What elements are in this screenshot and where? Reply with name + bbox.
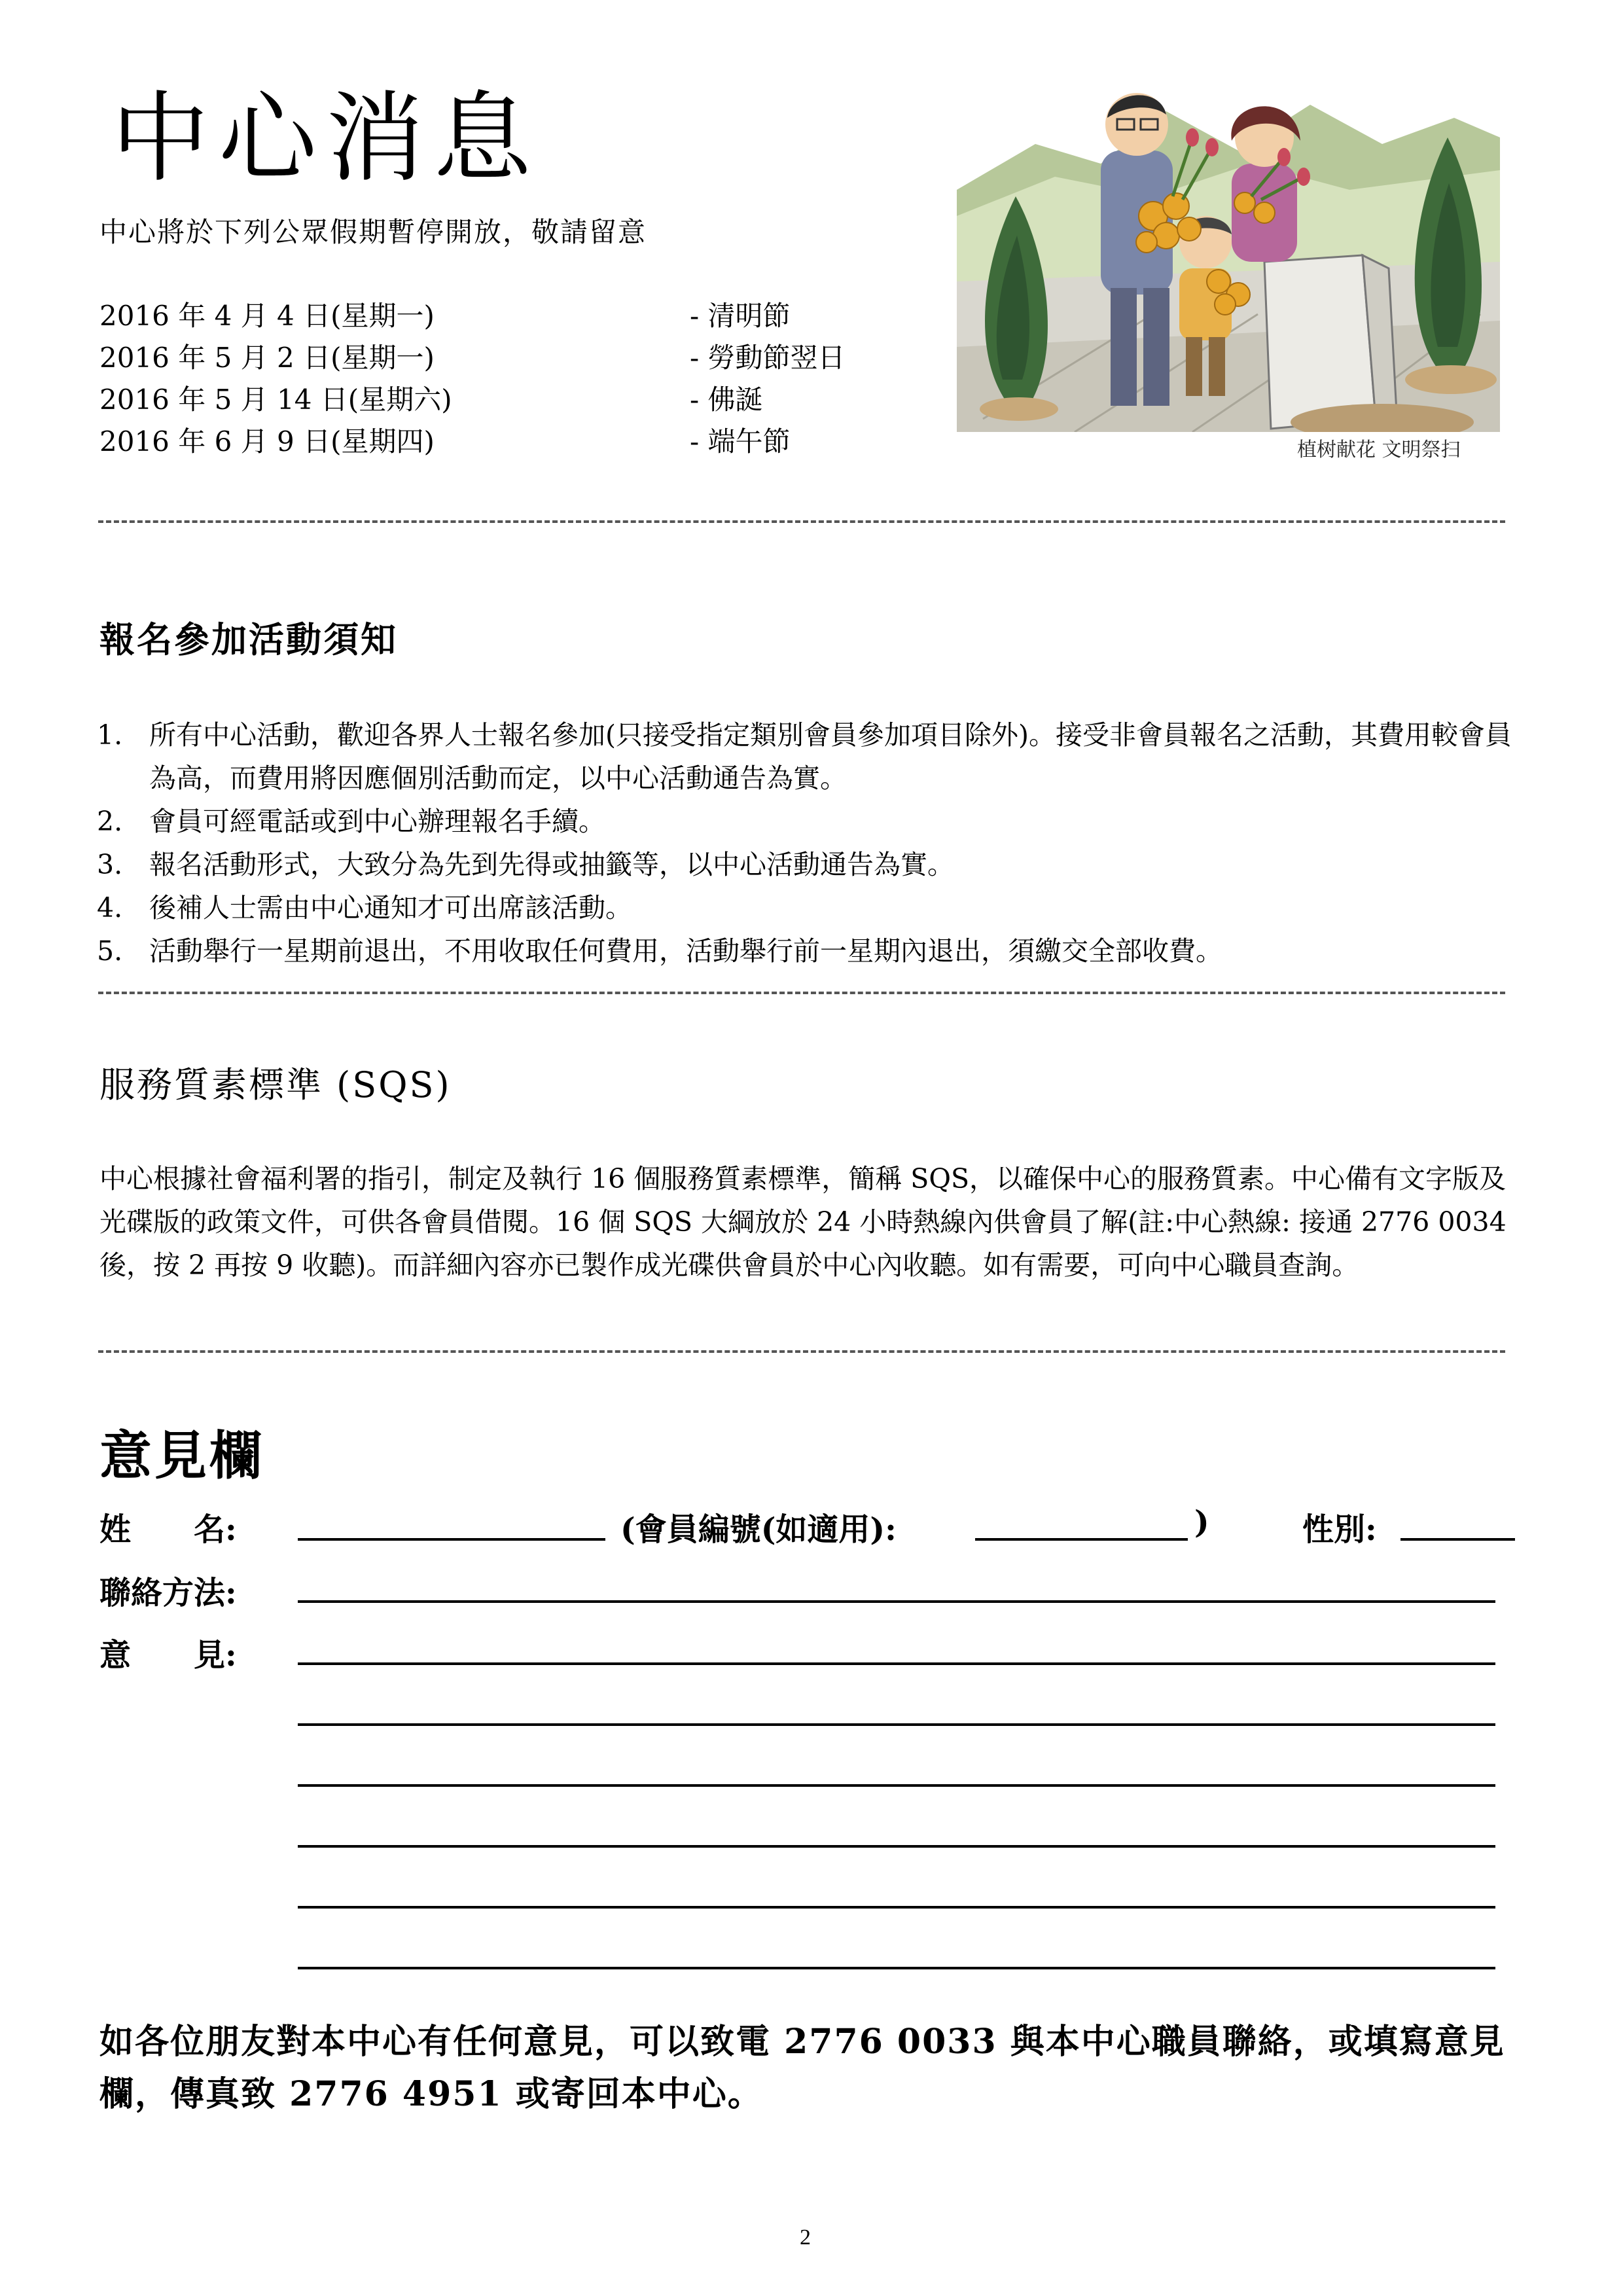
holiday-date: 2016 年 6 月 9 日(星期四) <box>99 425 435 457</box>
list-item <box>97 713 1537 800</box>
list-text: 活動舉行一星期前退出，不用收取任何費用，活動舉行前一星期內退出，須繳交全部收費。 <box>149 935 1222 967</box>
comment-line[interactable] <box>298 1784 1495 1787</box>
list-number: 5. <box>97 935 123 967</box>
contact-note: 如各位朋友對本中心有任何意見，可以致電 2776 0033 與本中心職員聯絡，或填寫意見欄，傳真致 2776 4951 或寄回本中心。 <box>99 2022 1505 2114</box>
list-item <box>97 886 1537 929</box>
member-number-field[interactable] <box>975 1538 1188 1541</box>
list-text: 後補人士需由中心通知才可出席該活動。 <box>149 892 632 924</box>
list-number: 1. <box>97 719 123 751</box>
grave-sweeping-illustration <box>957 65 1500 465</box>
comment-line[interactable] <box>298 1906 1495 1909</box>
list-text: 會員可經電話或到中心辦理報名手續。 <box>149 806 605 837</box>
list-number: 3. <box>97 849 123 880</box>
comment-line[interactable] <box>298 1662 1495 1665</box>
holiday-name: - 佛誕 <box>690 384 763 416</box>
holiday-row <box>99 335 950 377</box>
sqs-paragraph: 中心根據社會福利署的指引，制定及執行 16 個服務質素標準，簡稱 SQS，以確保中心的服務質素。中心備有文字版及光碟版的政策文件，可供各會員借閱。16 個 SQS 大綱放於 24 小時熱線內供會員了解(註:中心熱線: 接通 2776 0034 後，按 2 再按 9 收聽)。而詳細內容亦已製作成光碟供會員於中心內收聽。如有需要，可向中心職員查詢。 <box>99 1163 1507 1281</box>
registration-rules-list <box>97 713 1537 973</box>
list-text: 所有中心活動，歡迎各界人士報名參加(只接受指定類別會員參加項目除外)。接受非會員報名之活動，其費用較會員為高，而費用將因應個別活動而定，以中心活動通告為實。 <box>149 719 1512 794</box>
holiday-name: - 清明節 <box>690 300 791 332</box>
list-number: 2. <box>97 806 123 837</box>
holiday-row <box>99 377 950 419</box>
comment-line[interactable] <box>298 1845 1495 1848</box>
comment-label: 意 見: <box>99 1637 237 1674</box>
list-item <box>97 929 1537 973</box>
list-text: 報名活動形式，大致分為先到先得或抽籤等，以中心活動通告為實。 <box>149 849 954 880</box>
list-number: 4. <box>97 892 123 924</box>
contact-label: 聯絡方法: <box>99 1575 237 1611</box>
holiday-row <box>99 293 950 335</box>
holiday-name: - 端午節 <box>690 425 791 457</box>
section-divider <box>98 992 1505 994</box>
closure-notice: 中心將於下列公眾假期暫停開放，敬請留意 <box>99 216 647 248</box>
comment-line[interactable] <box>298 1723 1495 1726</box>
gender-label: 性別: <box>1302 1511 1377 1548</box>
illustration-graphic <box>957 65 1500 465</box>
comment-line[interactable] <box>298 1967 1495 1969</box>
contact-field[interactable] <box>298 1600 1495 1603</box>
page-number: 2 <box>800 2225 811 2250</box>
holiday-date: 2016 年 4 月 4 日(星期一) <box>99 300 435 332</box>
holiday-date: 2016 年 5 月 2 日(星期一) <box>99 342 435 374</box>
list-item <box>97 800 1537 843</box>
member-number-close: ) <box>1194 1504 1209 1541</box>
member-number-label: (會員編號(如適用): <box>620 1511 897 1548</box>
holiday-date: 2016 年 5 月 14 日(星期六) <box>99 384 452 416</box>
section-heading-registration: 報名參加活動須知 <box>99 619 398 660</box>
list-item <box>97 843 1537 886</box>
name-field[interactable] <box>298 1538 605 1541</box>
section-divider <box>98 520 1505 523</box>
illustration-caption: 植树献花 文明祭扫 <box>1297 439 1461 461</box>
name-label: 姓 名: <box>99 1511 237 1548</box>
section-heading-opinion: 意見欄 <box>99 1425 264 1486</box>
page-title: 中心消息 <box>111 82 541 196</box>
gender-field[interactable] <box>1400 1538 1515 1541</box>
section-divider <box>98 1350 1505 1353</box>
holiday-list <box>99 293 950 461</box>
holiday-row <box>99 419 950 461</box>
section-heading-sqs: 服務質素標準 (SQS) <box>99 1064 452 1105</box>
holiday-name: - 勞動節翌日 <box>690 342 846 374</box>
